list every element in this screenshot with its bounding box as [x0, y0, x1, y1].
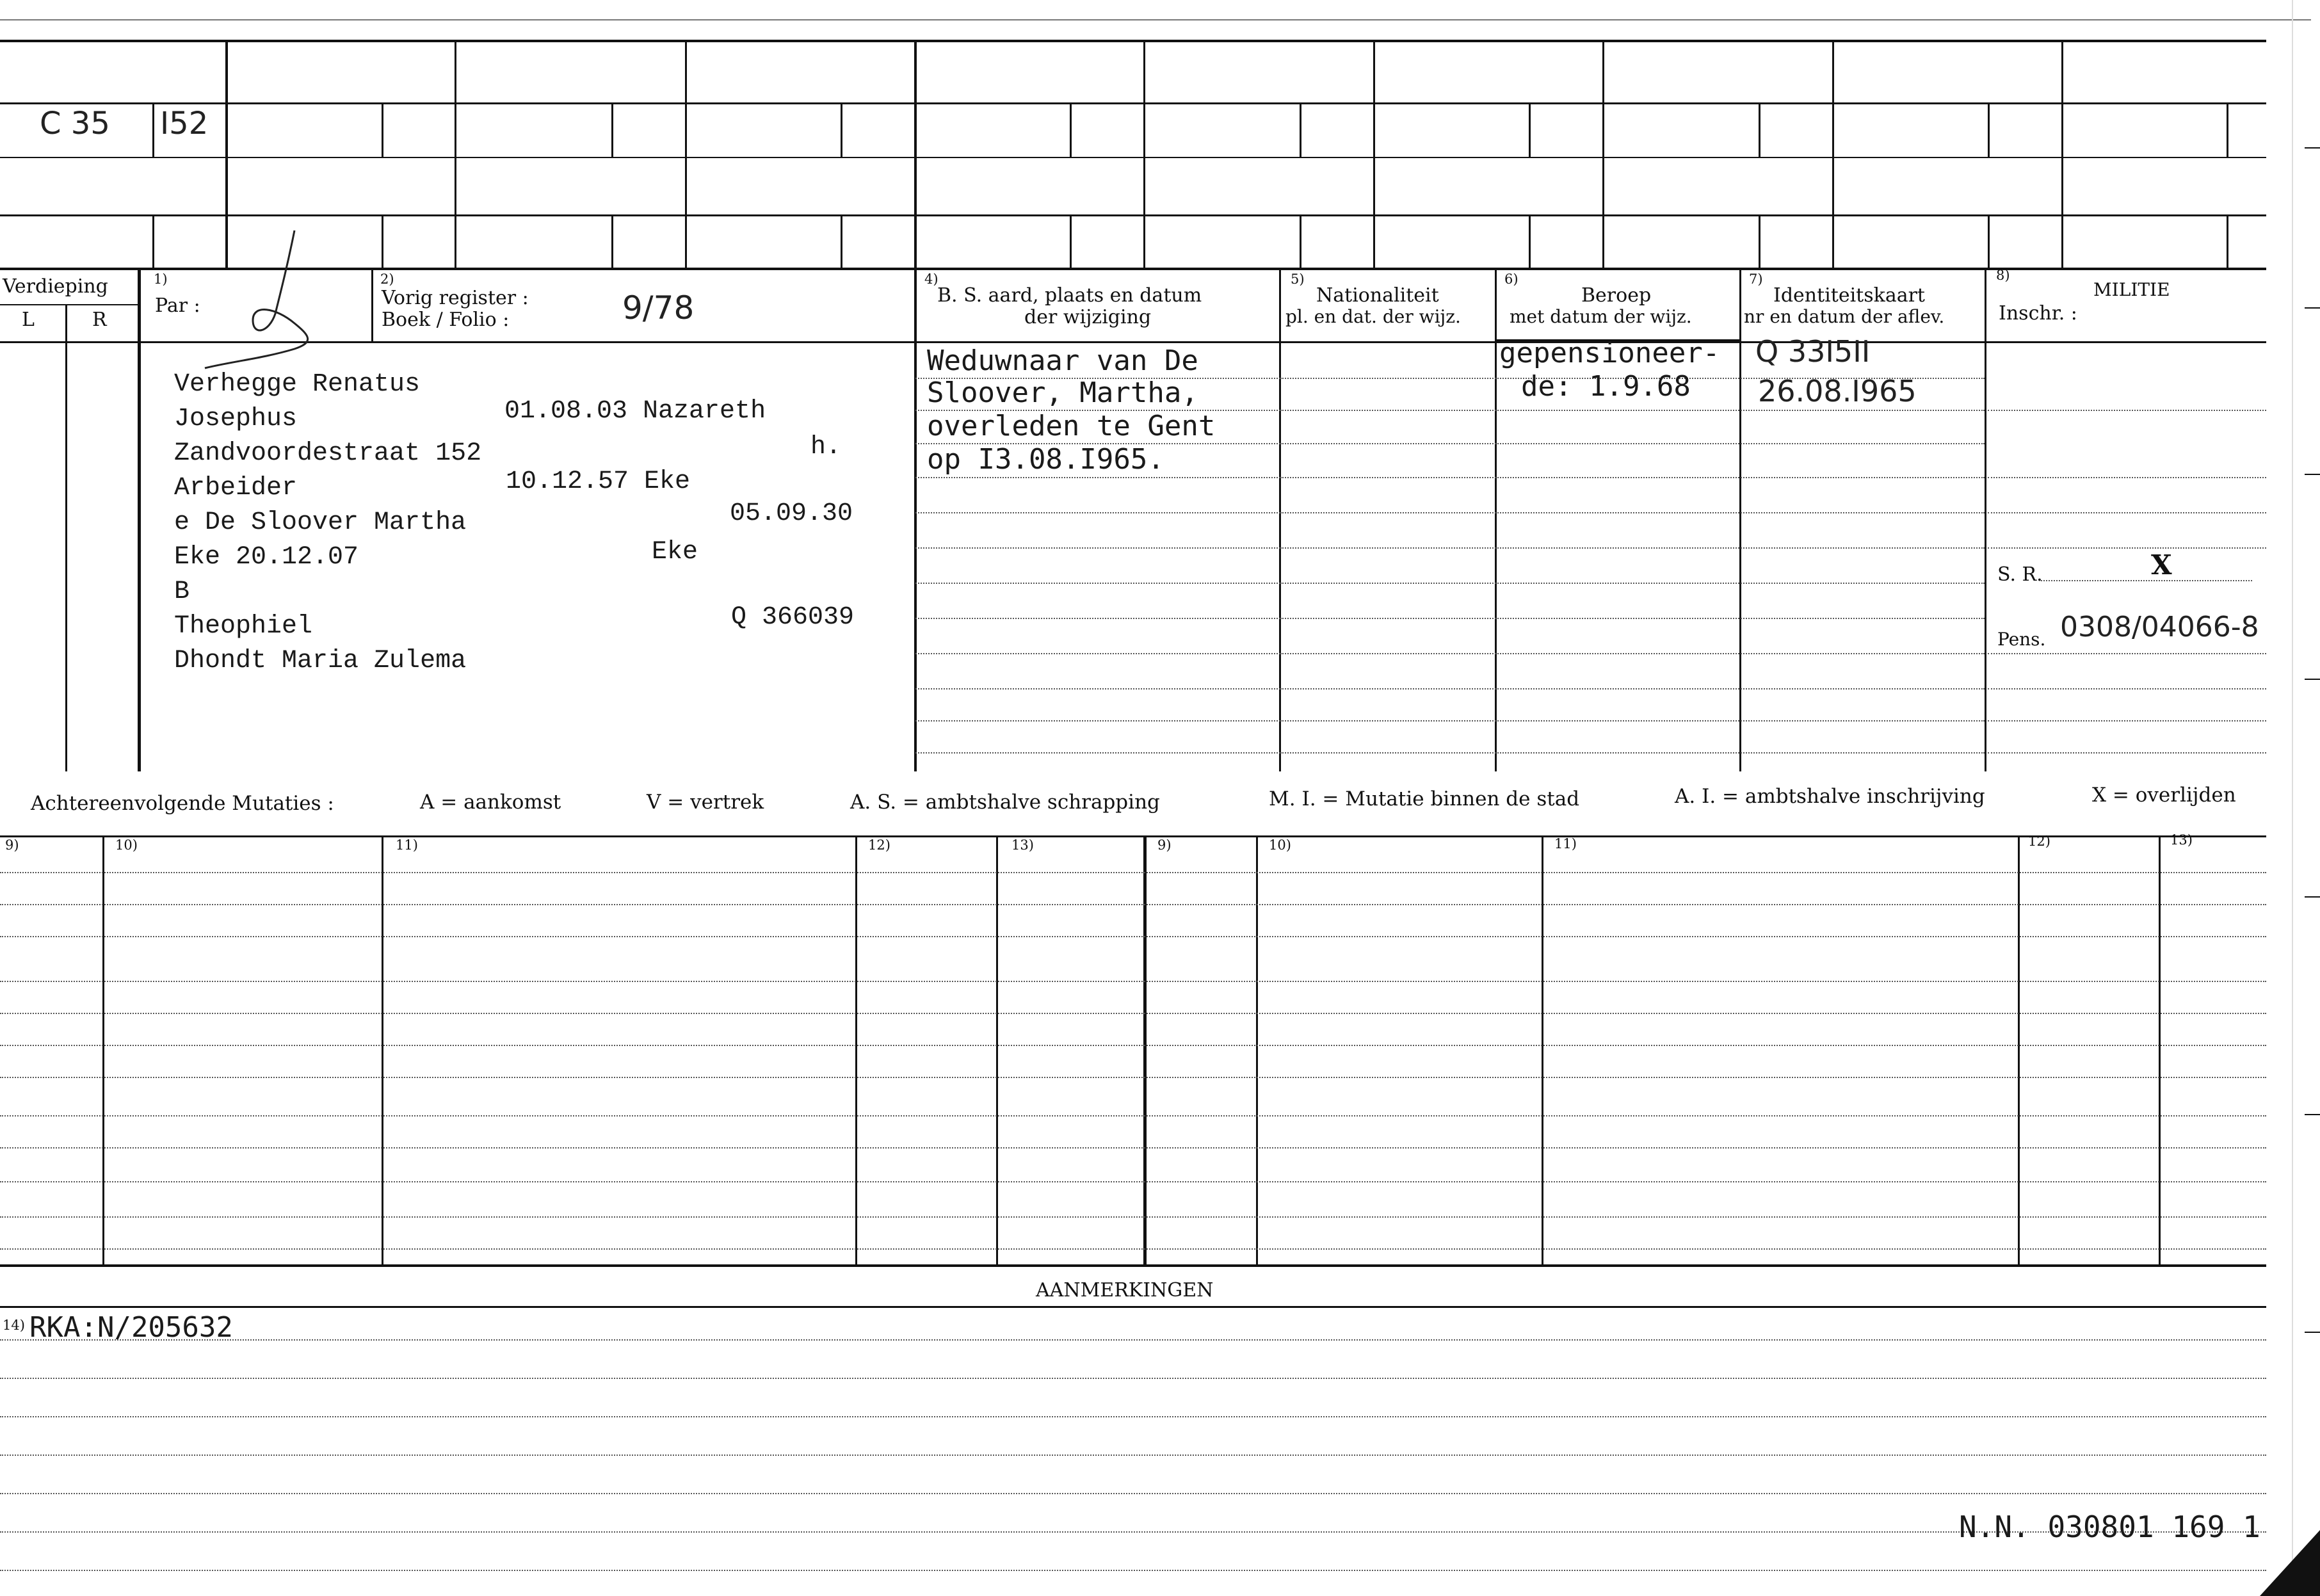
- name-line-1: Verhegge Renatus: [174, 370, 421, 399]
- sr-label: S. R.: [1997, 563, 2043, 586]
- beroep-header-2: met datum der wijz.: [1510, 306, 1692, 327]
- pens-value: 0308/04066-8: [2060, 611, 2259, 643]
- spouse-place: Eke: [652, 538, 698, 567]
- mutatie-a: A = aankomst: [420, 791, 561, 814]
- mut-col-9-right: 9): [1157, 837, 1172, 853]
- father-name: Theophiel: [174, 612, 313, 641]
- field-num-7: 7): [1749, 271, 1763, 287]
- spouse-name: e De Sloover Martha: [174, 508, 467, 537]
- mut-col-12-right: 12): [2028, 834, 2050, 849]
- bs-header-1: B. S. aard, plaats en datum: [937, 284, 1202, 307]
- name-line-2: Josephus: [174, 405, 298, 433]
- corner-mark: [2260, 1530, 2320, 1596]
- mut-col-10-right: 10): [1269, 837, 1291, 853]
- occupation: Arbeider: [174, 474, 298, 503]
- mutatie-as: A. S. = ambtshalve schrapping: [850, 791, 1160, 814]
- sr-value: X: [2151, 549, 2172, 581]
- address-mark: h.: [810, 433, 842, 462]
- nationaliteit-header-1: Nationaliteit: [1316, 284, 1439, 307]
- verdieping-label: Verdieping: [3, 275, 108, 298]
- vorig-register-label: Vorig register :: [382, 287, 529, 309]
- field-num-2: 2): [380, 271, 394, 287]
- spouse-date: 05.09.30: [730, 499, 853, 528]
- number-field: I52: [160, 106, 209, 141]
- beroep-text-line-1: gepensioneer-: [1499, 337, 1720, 369]
- mut-col-9-left: 9): [5, 837, 19, 853]
- field-num-4: 4): [924, 271, 938, 287]
- bs-text-line-3: overleden te Gent: [927, 410, 1216, 442]
- boek-folio-label: Boek / Folio :: [382, 309, 510, 331]
- mutaties-title: Achtereenvolgende Mutaties :: [31, 792, 334, 815]
- mut-col-12-left: 12): [868, 837, 890, 853]
- boek-folio-value: 9/78: [622, 289, 695, 326]
- father-ref: Q 366039: [731, 603, 855, 632]
- field-num-5: 5): [1291, 271, 1305, 287]
- footer-nn: N.N. 030801 169 1: [1959, 1510, 2260, 1544]
- par-label: Par :: [155, 294, 200, 317]
- signature-mark: [192, 224, 333, 371]
- occupation-date: 10.12.57 Eke: [506, 467, 691, 496]
- code-field: C 35: [40, 106, 110, 141]
- field-num-1: 1): [154, 271, 168, 287]
- mutatie-x: X = overlijden: [2092, 784, 2236, 807]
- mut-col-11-left: 11): [396, 837, 418, 853]
- l-label: L: [22, 309, 35, 331]
- bs-text-line-4: op I3.08.I965.: [927, 443, 1164, 476]
- identiteitskaart-header-1: Identiteitskaart: [1773, 284, 1925, 307]
- aanmerkingen-title: AANMERKINGEN: [1036, 1279, 1214, 1302]
- mutatie-v: V = vertrek: [647, 791, 764, 814]
- mut-col-13-right: 13): [2170, 832, 2193, 848]
- id-card-number: Q 33I5II: [1755, 334, 1871, 369]
- field-num-6: 6): [1504, 271, 1518, 287]
- b-mark: B: [174, 577, 190, 606]
- r-label: R: [92, 309, 107, 331]
- aanmerkingen-value: RKA:N/205632: [29, 1311, 233, 1344]
- beroep-header-1: Beroep: [1581, 284, 1652, 307]
- pens-label: Pens.: [1997, 629, 2046, 650]
- mut-col-11-right: 11): [1554, 836, 1577, 851]
- mut-col-13-left: 13): [1011, 837, 1034, 853]
- id-card-date: 26.08.I965: [1758, 374, 1917, 408]
- mother-name: Dhondt Maria Zulema: [174, 647, 467, 675]
- spouse-birth: Eke 20.12.07: [174, 543, 359, 572]
- mut-col-10-left: 10): [115, 837, 138, 853]
- militie-header: MILITIE: [2093, 279, 2170, 300]
- birth-date-place: 01.08.03 Nazareth: [504, 397, 766, 426]
- nationaliteit-header-2: pl. en dat. der wijz.: [1285, 306, 1461, 327]
- beroep-text-line-2: de: 1.9.68: [1521, 370, 1691, 403]
- field-num-14: 14): [3, 1318, 25, 1333]
- identiteitskaart-header-2: nr en datum der aflev.: [1744, 306, 1945, 327]
- inschr-label: Inschr. :: [1999, 302, 2077, 325]
- mutatie-ai: A. I. = ambtshalve inschrijving: [1675, 785, 1985, 808]
- bs-text-line-2: Sloover, Martha,: [927, 376, 1198, 409]
- field-num-8: 8): [1996, 268, 2010, 283]
- address: Zandvoordestraat 152: [174, 439, 482, 468]
- bs-text-line-1: Weduwnaar van De: [927, 344, 1198, 377]
- bs-header-2: der wijziging: [1024, 306, 1152, 328]
- mutatie-mi: M. I. = Mutatie binnen de stad: [1269, 787, 1580, 810]
